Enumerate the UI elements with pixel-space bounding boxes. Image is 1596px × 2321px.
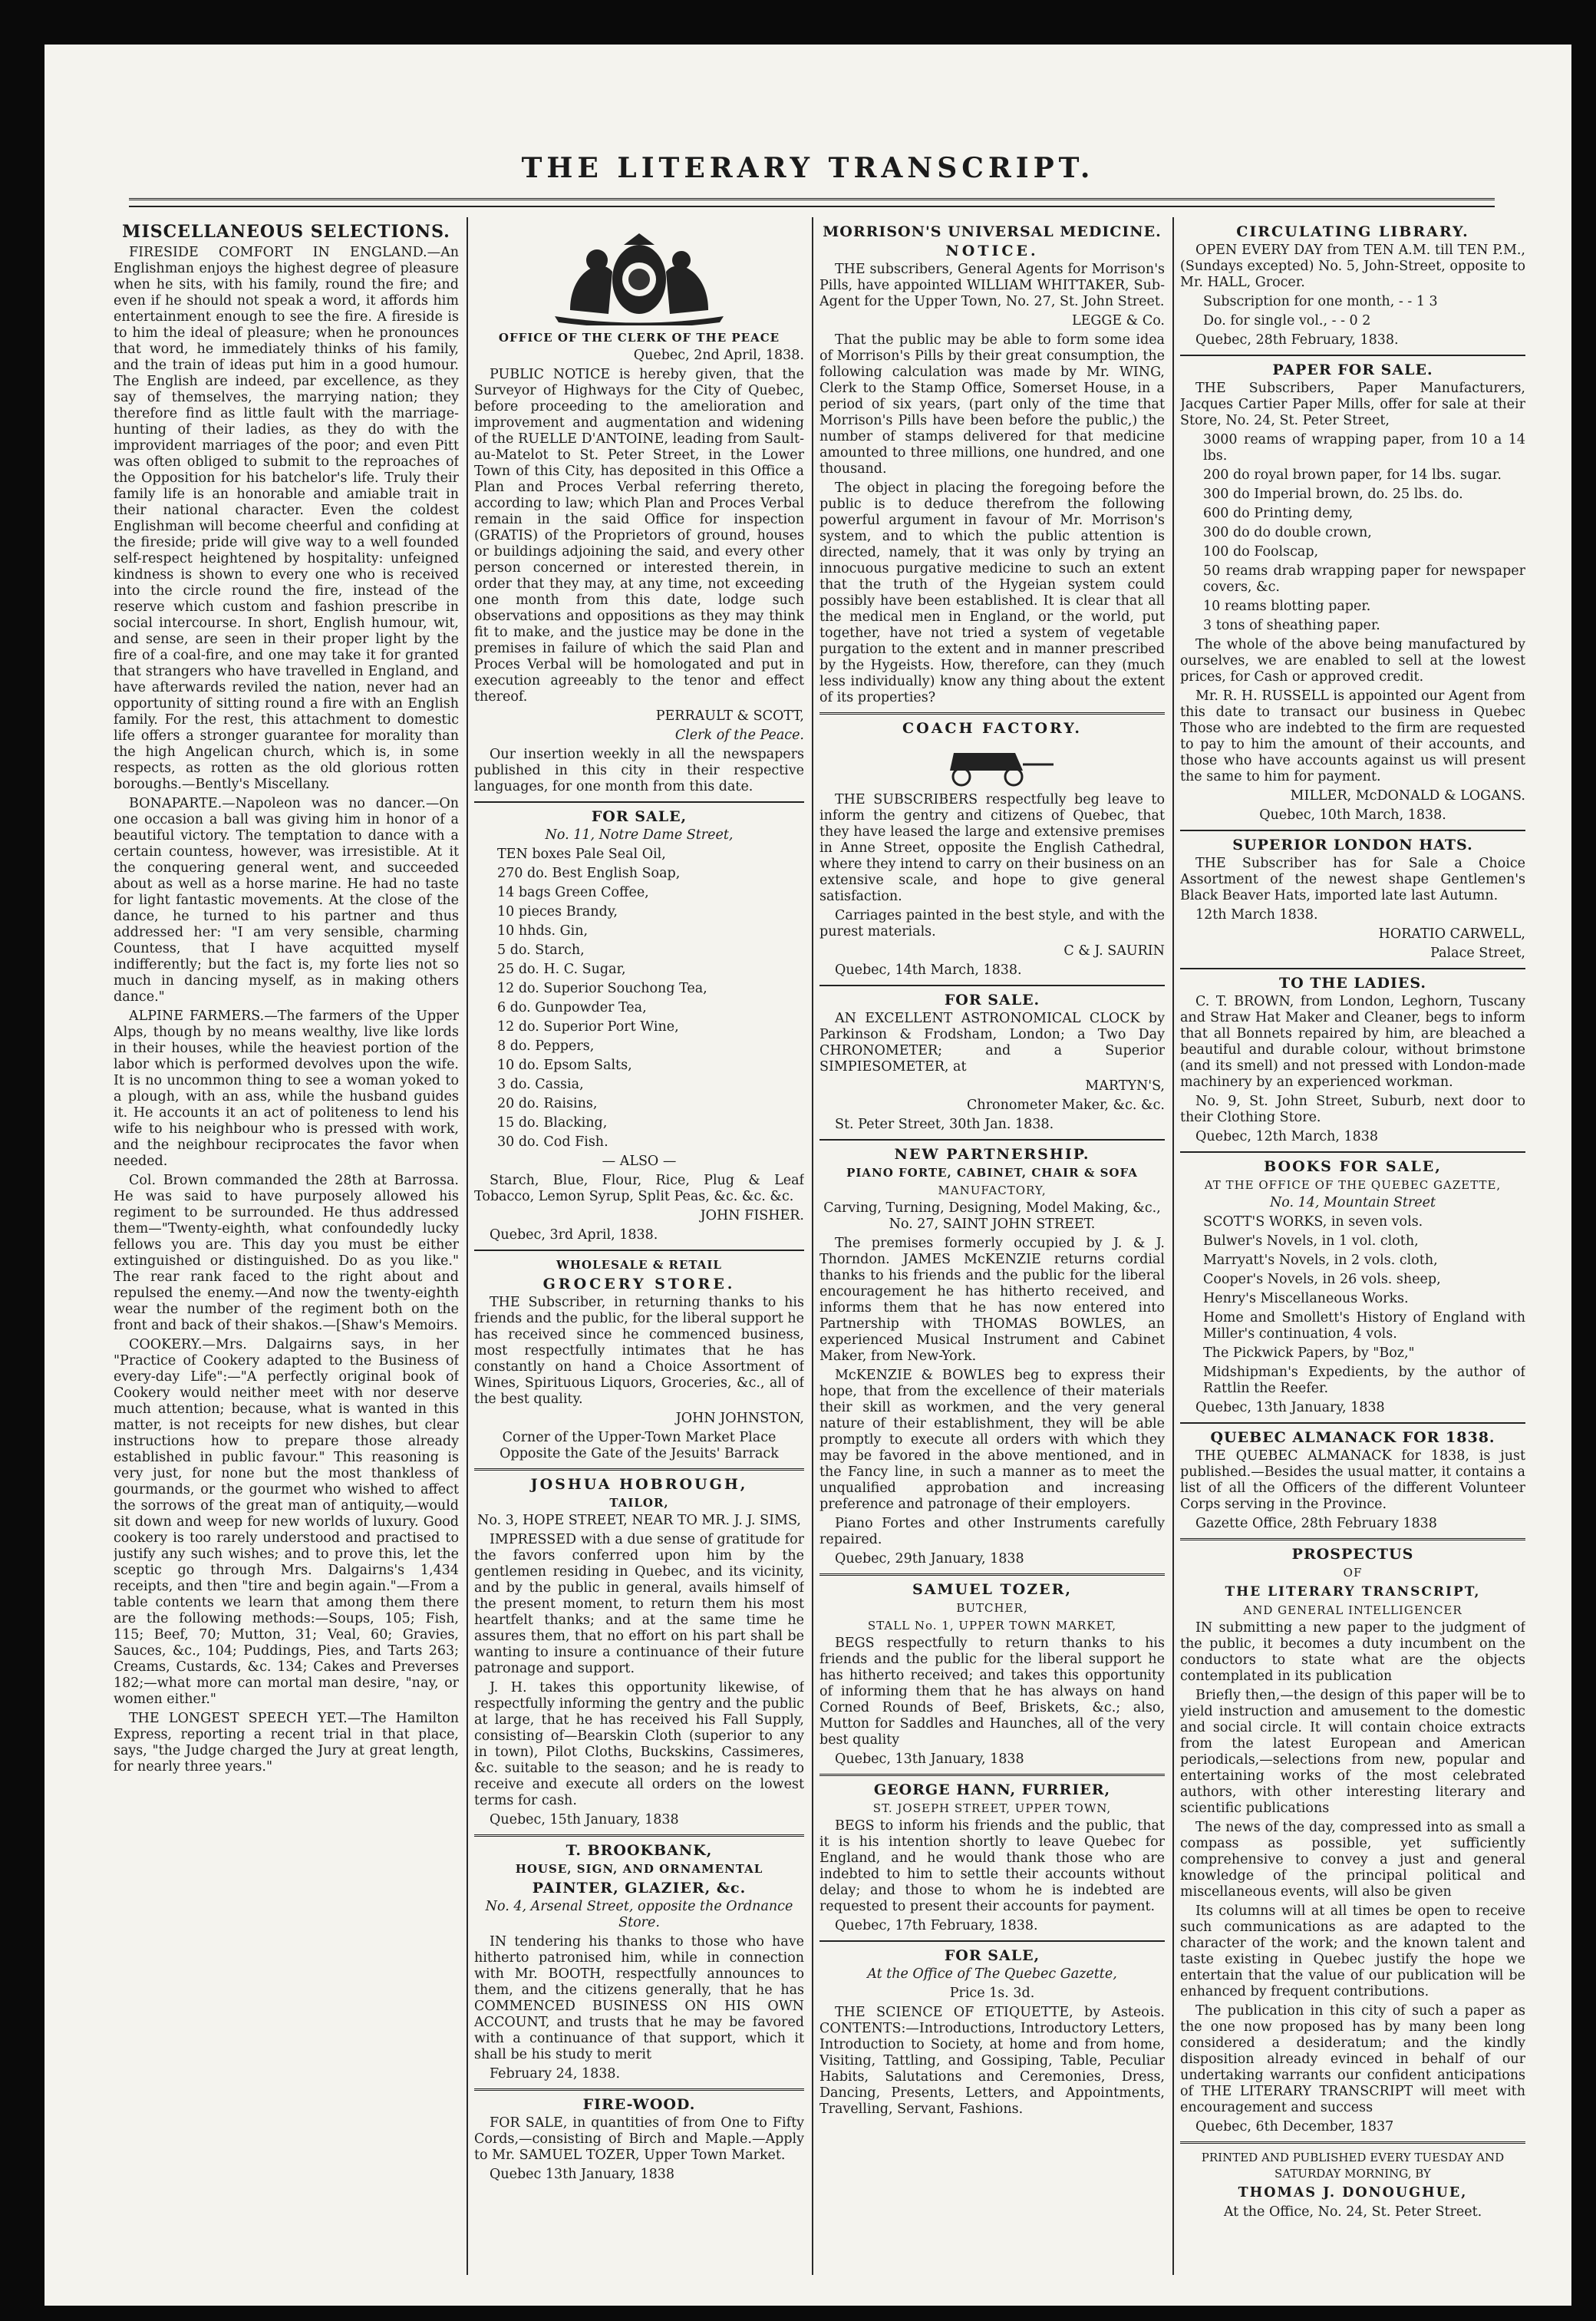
section-heading: MISCELLANEOUS SELECTIONS. — [122, 222, 450, 242]
tailor-body-2: J. H. takes this opportunity likewise, of respectfully informing the gentry and the public at large, that he has received his Fall Supply, consisting of—Bearskin Cloth (superior to any in town), Pilot Cloths, Buckskins, Cassimeres, &c. suitable to the season; and he is ready to receive and execute all orders on the lowest terms for cash. — [474, 1680, 804, 1808]
for-sale-item: 10 pieces Brandy, — [497, 904, 618, 919]
clerk-signature-title: Clerk of the Peace. — [674, 728, 804, 743]
for-sale-address: No. 11, Notre Dame Street, — [545, 827, 734, 843]
newspaper-page — [45, 45, 1571, 2306]
paper-item: 50 reams drab wrapping paper for newspaper covers, &c. — [1203, 563, 1525, 595]
clerk-insertion-note: Our insertion weekly in all the newspapers published in this city in their respective languages, for one month from this date. — [474, 747, 804, 794]
coach-heading: COACH FACTORY. — [902, 720, 1082, 737]
grocery-title: WHOLESALE & RETAIL — [556, 1258, 722, 1272]
books-sub: AT THE OFFICE OF THE QUEBEC GAZETTE, — [1204, 1178, 1502, 1192]
for-sale-item: 270 do. Best English Soap, — [497, 866, 681, 881]
library-rate: Do. for single vol., - - 0 2 — [1203, 313, 1371, 329]
grocery-body: THE Subscriber, in returning thanks to his friends and the public, for the liberal support he has received since he commenced business, most respectfully intimates that he has constantly on hand a Choice Assortment of Wines, Spirituous Liquors, Groceries, &c., all of the best quality. — [474, 1295, 804, 1407]
painter-role-2: PAINTER, GLAZIER, &c. — [532, 1880, 747, 1897]
clerk-date: Quebec, 2nd April, 1838. — [633, 348, 804, 363]
grocery-address: Corner of the Upper-Town Market Place Opposite the Gate of the Jesuits' Barrack — [500, 1430, 779, 1461]
morrison-heading: MORRISON'S UNIVERSAL MEDICINE. — [823, 223, 1162, 240]
ladies-address: No. 9, St. John Street, Suburb, next door to their Clothing Store. — [1180, 1094, 1525, 1125]
partnership-body-3: Piano Fortes and other Instruments carefully repaired. — [819, 1516, 1165, 1547]
for-sale-item: 10 do. Epsom Salts, — [497, 1058, 632, 1073]
book-item: Home and Smollett's History of England with Miller's continuation, 4 vols. — [1203, 1310, 1525, 1342]
painter-name: T. BROOKBANK, — [566, 1842, 713, 1859]
clock-body: AN EXCELLENT ASTRONOMICAL CLOCK by Parkinson & Frodsham, London; a Two Day CHRONOMETER; and a Superior SIMPIESOMETER, at — [819, 1011, 1165, 1075]
library-rate: Subscription for one month, - - 1 3 — [1203, 294, 1438, 309]
butcher-name: SAMUEL TOZER, — [912, 1581, 1072, 1598]
paper-list — [1180, 432, 1525, 634]
paper-date: Quebec, 10th March, 1838. — [1259, 807, 1446, 823]
almanack-body: THE QUEBEC ALMANACK for 1838, is just published.—Besides the usual matter, it contains a list of all the Officers of the different Volunteer Corps serving in the Province. — [1180, 1448, 1525, 1512]
paper-item: 300 do do double crown, — [1203, 525, 1372, 540]
article-fireside: FIRESIDE COMFORT IN ENGLAND.—An Englishman enjoys the highest degree of pleasure when he sits, with his family, round the fire; and even if he should not speak a word, it affords him entertainment enough to see the fire. A fireside is to him the ideal of pleasure; when he pronounces that word, he immediately thinks of his family, and the train of ideas put him in a good humour. The English are indeed, par excellence, as they say of themselves, the marrying nation; they therefore find as little fault with the marriage-hunting of their ladies, as they do with the improvident marriages of the poor; and even Pitt was often obliged to submit to the reproaches of the Opposition for his batchelor's life. Truly their family life is an honorable and amiable trait in their national character. Even the coldest Englishman will become cheerful and confiding at the fireside; pride will give way to a well founded self-respect heightened by hospitality: unfeigned kindness is shown to every one who is received into the circle round the fire, instead of the reserve which custom and fashion prescribe in social intercourse. In short, English humour, wit, and sense, are seen in their proper light by the fire of a coal-fire, and one may take it for granted that strangers who have travelled in England, and have afterwards reviled the nation, never had an opportunity of sitting round a fire with an English family. For the rest, this attachment to domestic life offers a stronger guarantee for morality than the high Angelican church, which is, in some respects, as rotten as the old glorious rotten boroughs.—Bently's Miscellany. — [114, 245, 459, 792]
imprint-address: At the Office, No. 24, St. Peter Street. — [1223, 2204, 1482, 2220]
butcher-date: Quebec, 13th January, 1838 — [835, 1751, 1024, 1767]
morrison-body-3: The object in placing the foregoing before the public is to deduce therefrom the following powerful argument in favour of Mr. Morrison's system, and to which the public attention is directed, namely, that it was only by trying an innocuous purgative medicine to such an extent that the truth of the Hygeian system could possibly have been established. It is clear that all the medical men in England, or the world, put together, have not tried a system of vegetable purgation to the extent and in manner prescribed by the Hygeists. How, therefore, can they (much less individually) know any thing about the extent of its properties? — [819, 480, 1165, 705]
books-date: Quebec, 13th January, 1838 — [1195, 1400, 1385, 1415]
almanack-heading: QUEBEC ALMANACK FOR 1838. — [1210, 1429, 1495, 1446]
books-heading: BOOKS FOR SALE, — [1264, 1158, 1442, 1175]
paper-item: 100 do Foolscap, — [1203, 544, 1319, 560]
for-sale-item: 8 do. Peppers, — [497, 1038, 595, 1054]
partnership-body-2: McKENZIE & BOWLES beg to express their hope, that from the excellence of their materials their skill as workmen, and the very general nature of their establishment, they will be able promptly to execute all orders with which they may be favored in the above mentioned, and in the Fancy line, in such a manner as to meet the unqualified approbation and increasing preference and patronage of their employers. — [819, 1368, 1165, 1512]
book-item: Marryatt's Novels, in 2 vols. cloth, — [1203, 1253, 1438, 1268]
ladies-body: C. T. BROWN, from London, Leghorn, Tuscany and Straw Hat Maker and Cleaner, begs to inform that all Bonnets repaired by him, are bleached a beautiful and durable colour, without brimstone (and its smell) and not pressed with London-made machinery by an experienced workman. — [1180, 994, 1525, 1090]
prospectus-date: Quebec, 6th December, 1837 — [1195, 2119, 1394, 2134]
paper-body: THE Subscribers, Paper Manufacturers, Jacques Cartier Paper Mills, offer for sale at their Store, No. 24, St. Peter Street, — [1180, 381, 1525, 428]
article-alpine-farmers: ALPINE FARMERS.—The farmers of the Upper Alps, though by no means wealthy, live like lords in their houses, while the heaviest portion of the labor which is performed devolves upon the wife. It is no uncommon thing to see a woman yoked to a plough, with an ass, while the husband guides it. He accounts it an act of politeness to lend his wife to his neighbour who is pressed with work, and the neighbour reciprocates the favor when needed. — [114, 1009, 459, 1169]
for-sale-item: 20 do. Raisins, — [497, 1096, 598, 1111]
grocery-title-2: GROCERY STORE. — [542, 1276, 736, 1293]
book-item: Bulwer's Novels, in 1 vol. cloth, — [1203, 1233, 1419, 1249]
for-sale-item: 10 hhds. Gin, — [497, 923, 589, 939]
morrison-signature: LEGGE & Co. — [1071, 313, 1165, 329]
masthead-rule — [129, 198, 1495, 200]
clerk-title: OFFICE OF THE CLERK OF THE PEACE — [498, 331, 780, 345]
partnership-date: Quebec, 29th January, 1838 — [835, 1551, 1024, 1567]
book-item: Cooper's Novels, in 26 vols. sheep, — [1203, 1272, 1441, 1287]
clock-signature: MARTYN'S, — [1085, 1078, 1165, 1094]
furrier-date: Quebec, 17th February, 1838. — [835, 1918, 1038, 1933]
clerk-notice: PUBLIC NOTICE is hereby given, that the Surveyor of Highways for the City of Quebec, before proceeding to the amelioration and improvement and augmentation and widening of the RUELLE D'ANTOINE, leading from Sault-au-Matelot to St. Peter Street, in the Lower Town of this City, has deposited in this Office a Plan and Proces Verbal referring thereto, according to law; which Plan and Proces Verbal remain in the said Office for inspection (GRATIS) of the Proprietors of ground, houses or buildings adjoining the said, and every other person concerned or interested therein, in order that they may, at any time, not exceeding one month from this date, lodge such observations and oppositions as they may think fit to make, and the justice may be done in the premises in failure of which the said Plan and Proces Verbal will be homologated and put in execution agreeably to the tenor and effect thereof. — [474, 367, 804, 705]
painter-date: February 24, 1838. — [490, 2066, 621, 2082]
carriage-icon — [923, 741, 1061, 787]
prospectus-of: OF — [1343, 1566, 1363, 1580]
paper-item: 600 do Printing demy, — [1203, 506, 1354, 521]
column-advertisements-3 — [819, 221, 1165, 2275]
for-sale-also: — ALSO — — [602, 1154, 677, 1169]
paper-item: 3 tons of sheathing paper. — [1203, 618, 1380, 633]
painter-body: IN tendering his thanks to those who have hitherto patronised him, while in connection with Mr. BOOTH, respectfully announces to them, and the citizens generally, that he has COMMENCED BUSINESS ON HIS OWN ACCOUNT, and trusts that he may be favored with a continuance of that support, which it shall be his study to merit — [474, 1934, 804, 2062]
prospectus-body-3: The news of the day, compressed into as small a compass as possible, yet sufficiently comprehensive to convey a just and general knowledge of the principal political and miscellaneous events, will also be given — [1180, 1820, 1525, 1900]
for-sale-item: 25 do. H. C. Sugar, — [497, 962, 626, 977]
library-body: OPEN EVERY DAY from TEN A.M. till TEN P.M., (Sundays excepted) No. 5, John-Street, opposite to Mr. HALL, Grocer. — [1180, 243, 1525, 290]
partnership-sub: PIANO FORTE, CABINET, CHAIR & SOFA — [846, 1166, 1138, 1180]
prospectus-heading: PROSPECTUS — [1291, 1546, 1414, 1563]
hats-heading: SUPERIOR LONDON HATS. — [1232, 837, 1473, 853]
tailor-date: Quebec, 15th January, 1838 — [490, 1812, 679, 1827]
for-sale-item: 14 bags Green Coffee, — [497, 885, 649, 900]
book-item: The Pickwick Papers, by "Boz," — [1203, 1345, 1415, 1361]
books-address: No. 14, Mountain Street — [1269, 1195, 1436, 1210]
tailor-address: No. 3, HOPE STREET, NEAR TO MR. J. J. SIMS, — [477, 1513, 801, 1528]
column-divider — [467, 217, 468, 2275]
masthead-title: THE LITERARY TRANSCRIPT. — [521, 152, 1095, 184]
notice-heading: NOTICE. — [945, 243, 1039, 259]
morrison-body-2: That the public may be able to form some idea of Morrison's Pills by their great consumption, the following calculation was made by Mr. WING, Clerk to the Stamp Office, Somerset House, in a period of six years, (part only of the time that Morrison's Pills have been before the public,) the number of stamps delivered for that medicine amounted to three millions, one hundred, and one thousand. — [819, 332, 1165, 477]
tailor-role: TAILOR, — [609, 1496, 669, 1510]
paper-body-3: Mr. R. H. RUSSELL is appointed our Agent from this date to transact our business in Quebec Those who are indebted to the firm are requested to pay to him the amount of their accounts, and those who have accounts against us will present the same to him for payment. — [1180, 688, 1525, 784]
paper-item: 3000 reams of wrapping paper, from 10 a 14 lbs. — [1203, 432, 1525, 464]
book-item: SCOTT'S WORKS, in seven vols. — [1203, 1214, 1423, 1230]
for-sale-item: 12 do. Superior Souchong Tea, — [497, 981, 707, 996]
masthead-rule-lower — [129, 206, 1495, 207]
hats-address: Palace Street, — [1430, 946, 1525, 961]
for-sale-signature: JOHN FISHER. — [700, 1208, 804, 1223]
book-item: Henry's Miscellaneous Works. — [1203, 1291, 1409, 1306]
books-list — [1180, 1214, 1525, 1397]
furrier-body: BEGS to inform his friends and the public, that it is his intention shortly to leave Quebec for England, and he would thank those who are indebted to him to settle their accounts without delay; and those to whom he is indebted are requested to present their accounts for payment. — [819, 1818, 1165, 1914]
for-sale-item: TEN boxes Pale Seal Oil, — [497, 847, 666, 862]
partnership-body: The premises formerly occupied by J. & J. Thorndon. JAMES McKENZIE returns cordial thanks to his friends and the public for the liberal encouragement he has hitherto received, and informs them that he has now entered into Partnership with THOMAS BOWLES, an experienced Musical Instrument and Cabinet Maker, from New-York. — [819, 1236, 1165, 1364]
for-sale-item: 5 do. Starch, — [497, 943, 585, 958]
grocery-signature: JOHN JOHNSTON, — [675, 1411, 804, 1426]
prospectus-body-4: Its columns will at all times be open to receive such communications as are adapted to the character of the work; and the known talent and taste existing in Quebec justify the hope we entertain that the value of our publication will be enhanced by frequent contributions. — [1180, 1903, 1525, 1999]
tailor-body: IMPRESSED with a due sense of gratitude for the favors conferred upon him by the gentlemen residing in Quebec, and its vicinity, and by the public in general, avails himself of the present moment, to return them his most heartfelt thanks; and at the same time he assures them, that no effort on his part shall be wanting to insure a continuance of their future patronage and support. — [474, 1532, 804, 1676]
for-sale-more: Starch, Blue, Flour, Rice, Plug & Leaf Tobacco, Lemon Syrup, Split Peas, &c. &c. &c. — [474, 1173, 804, 1204]
article-col-brown: Col. Brown commanded the 28th at Barrossa. He was said to have purposely allowed his regiment to be surrounded. He thus addressed them—"Twenty-eighth, what confoundedly lucky fellows you are. This day you must be either extinguished or distinguished. Do as you like." The rear rank faced to the right about and repulsed the enemy.—And now the twenty-eighth wear the number of the regiment both on the front and back of their shakos.—[Shaw's Memoirs. — [114, 1173, 459, 1333]
firewood-body: FOR SALE, in quantities of from One to Fifty Cords,—consisting of Birch and Maple.—Apply to Mr. SAMUEL TOZER, Upper Town Market. — [474, 2115, 804, 2163]
for-sale-item: 6 do. Gunpowder Tea, — [497, 1000, 647, 1015]
article-cookery: COOKERY.—Mrs. Dalgairns says, in her "Practice of Cookery adapted to the Business of every-day Life":—"A perfectly original book of Cookery would neither meet with nor deserve much attention; because, what is wanted in this matter, is not receipts for new dishes, but clear instructions how to prepare those already established in public favour." This reasoning is very just, for none but the most thankless of gourmands, or the gourmet who wished to affect the sorrows of the great man of antiquity,—would sit down and weep for new worlds of luxury. Good cookery is too rarely understood and practised to justify any such wishes; and to prove this, let the sceptic go through Mrs. Dalgairns's 1,434 receipts, and then "tire and begin again."—From a table contents we learn that among them there are the following methods:—Soups, 105; Fish, 115; Beef, 70; Mutton, 31; Veal, 60; Gravies, Sauces, &c., 104; Puddings, Pies, and Tarts 263; Creams, Custards, &c. 134; Cakes and Preverses 182;—what more can mortal man desire, "nay, or women either." — [114, 1337, 459, 1707]
column-miscellaneous — [114, 221, 459, 2275]
butcher-address: STALL No. 1, UPPER TOWN MARKET, — [867, 1619, 1117, 1633]
for-sale-item: 3 do. Cassia, — [497, 1077, 584, 1092]
firewood-date: Quebec 13th January, 1838 — [490, 2167, 675, 2182]
for-sale-date: Quebec, 3rd April, 1838. — [490, 1227, 658, 1243]
column-divider — [1172, 217, 1174, 2275]
butcher-body: BEGS respectfully to return thanks to his friends and the public for the liberal support he has hitherto received; and takes this opportunity of informing them that he has always on hand Corned Rounds of Beef, Briskets, &c.; also, Mutton for Saddles and Haunches, all of the very best quality — [819, 1636, 1165, 1748]
imprint-line: PRINTED AND PUBLISHED EVERY TUESDAY AND SATURDAY MORNING, BY — [1201, 2151, 1505, 2181]
ladies-date: Quebec, 12th March, 1838 — [1195, 1129, 1379, 1144]
paper-body-2: The whole of the above being manufactured by ourselves, we are enabled to sell at the lowest prices, for Cash or approved credit. — [1180, 637, 1525, 685]
article-bonaparte: BONAPARTE.—Napoleon was no dancer.—On one occasion a ball was giving him in honor of a beautiful victory. The temptation to dance with a certain countess, however, was irresistible. At it the conquering general went, and succeeded about as well as a horse marine. He had no taste for light fantastic movements. At the close of the dance, he turned to his partner and thus addressed her: "I am very sensible, charming Countess, that I have acquitted myself indifferently; but the fact is, my forte lies not so much in dancing myself, as in making others dance." — [114, 796, 459, 1005]
article-longest-speech: THE LONGEST SPEECH YET.—The Hamilton Express, reporting a recent trial in that place, says, "the Judge charged the Jury at great length, for nearly three years." — [114, 1711, 459, 1775]
clock-signature-2: Chronometer Maker, &c. &c. — [967, 1098, 1165, 1113]
library-date: Quebec, 28th February, 1838. — [1195, 332, 1399, 348]
library-heading: CIRCULATING LIBRARY. — [1236, 223, 1469, 240]
ladies-heading: TO THE LADIES. — [1278, 975, 1427, 992]
book-sale-price: Price 1s. 3d. — [949, 1986, 1035, 2001]
hats-signature: HORATIO CARWELL, — [1378, 926, 1525, 942]
clock-heading: FOR SALE. — [944, 992, 1040, 1009]
prospectus-sub: AND GENERAL INTELLIGENCER — [1243, 1603, 1462, 1617]
partnership-sub-3: Carving, Turning, Designing, Model Making, &c., No. 27, SAINT JOHN STREET. — [823, 1200, 1161, 1232]
furrier-address: ST. JOSEPH STREET, UPPER TOWN, — [872, 1801, 1112, 1815]
hats-date: 12th March 1838. — [1195, 907, 1318, 923]
royal-arms-crest-icon — [524, 226, 754, 325]
for-sale-item: 30 do. Cod Fish. — [497, 1134, 608, 1150]
column-divider — [812, 217, 813, 2275]
partnership-heading: NEW PARTNERSHIP. — [894, 1146, 1090, 1163]
clerk-signature: PERRAULT & SCOTT, — [655, 708, 804, 724]
partnership-sub-2: MANUFACTORY, — [938, 1184, 1047, 1197]
imprint-publisher: THOMAS J. DONOUGHUE, — [1238, 2185, 1468, 2200]
painter-address: No. 4, Arsenal Street, opposite the Ordnance Store. — [485, 1899, 793, 1930]
coach-date: Quebec, 14th March, 1838. — [835, 962, 1022, 978]
column-advertisements-4 — [1180, 221, 1525, 2275]
paper-heading: PAPER FOR SALE. — [1272, 362, 1433, 378]
for-sale-item: 15 do. Blacking, — [497, 1115, 608, 1131]
paper-signature: MILLER, McDONALD & LOGANS. — [1290, 788, 1525, 804]
book-sale-heading: FOR SALE, — [944, 1947, 1040, 1964]
for-sale-list — [474, 847, 804, 1151]
painter-role: HOUSE, SIGN, AND ORNAMENTAL — [515, 1862, 763, 1876]
for-sale-heading: FOR SALE, — [591, 808, 688, 825]
prospectus-body-2: Briefly then,—the design of this paper will be to yield instruction and amusement to the domestic and social circle. It will contain choice extracts from the latest European and American periodicals,—selections from new, popular and entertaining works of the most celebrated authors, with other interesting literary and scientific publications — [1180, 1688, 1525, 1816]
hats-body: THE Subscriber has for Sale a Choice Assortment of the newest shape Gentlemen's Black Beaver Hats, imported late last Autumn. — [1180, 856, 1525, 903]
paper-item: 10 reams blotting paper. — [1203, 599, 1371, 614]
firewood-heading: FIRE-WOOD. — [582, 2096, 696, 2113]
for-sale-item: 12 do. Superior Port Wine, — [497, 1019, 679, 1035]
book-sale-sub: At the Office of The Quebec Gazette, — [867, 1966, 1117, 1982]
paper-item: 200 do royal brown paper, for 14 lbs. sugar. — [1203, 467, 1502, 483]
coach-body: THE SUBSCRIBERS respectfully beg leave to inform the gentry and citizens of Quebec, that they have leased the large and extensive premises in Anne Street, opposite the English Cathedral, where they intend to carry on their business on an extensive scale, and hope to give general satisfaction. — [819, 792, 1165, 904]
almanack-date: Gazette Office, 28th February 1838 — [1195, 1516, 1437, 1531]
book-item: Midshipman's Expedients, by the author of Rattlin the Reefer. — [1203, 1365, 1525, 1396]
tailor-name: JOSHUA HOBROUGH, — [530, 1476, 748, 1493]
paper-item: 300 do Imperial brown, do. 25 lbs. do. — [1203, 487, 1463, 502]
coach-body-2: Carriages painted in the best style, and with the purest materials. — [819, 908, 1165, 939]
prospectus-body-5: The publication in this city of such a paper as the one now proposed has by many been long considered a desideratum; and the kindly disposition already evinced in behalf of our undertaking warrants our confident anticipations of THE LITERARY TRANSCRIPT will meet with encouragement and success — [1180, 2003, 1525, 2115]
prospectus-name: THE LITERARY TRANSCRIPT, — [1225, 1584, 1481, 1600]
prospectus-body: IN submitting a new paper to the judgment of the public, it becomes a duty incumbent on the conductors to state what are the objects contemplated in its publication — [1180, 1620, 1525, 1684]
furrier-name: GEORGE HANN, FURRIER, — [873, 1781, 1111, 1798]
butcher-role: BUTCHER, — [956, 1601, 1028, 1615]
morrison-body: THE subscribers, General Agents for Morrison's Pills, have appointed WILLIAM WHITTAKER, Sub-Agent for the Upper Town, No. 27, St. John Street. — [819, 262, 1165, 309]
clock-address: St. Peter Street, 30th Jan. 1838. — [835, 1117, 1054, 1132]
column-advertisements-2 — [474, 221, 804, 2275]
book-sale-body: THE SCIENCE OF ETIQUETTE, by Asteois. CONTENTS:—Introductions, Introductory Letters, Introduction to Society, at home and from home, Visiting, Tattling, and Gossiping, Table, Peculiar Habits, Salutations and Ceremonies, Dress, Dancing, Presents, Letters, and Appointments, Travelling, Servant, Fashions. — [819, 2005, 1165, 2117]
coach-signature: C & J. SAURIN — [1063, 943, 1165, 959]
